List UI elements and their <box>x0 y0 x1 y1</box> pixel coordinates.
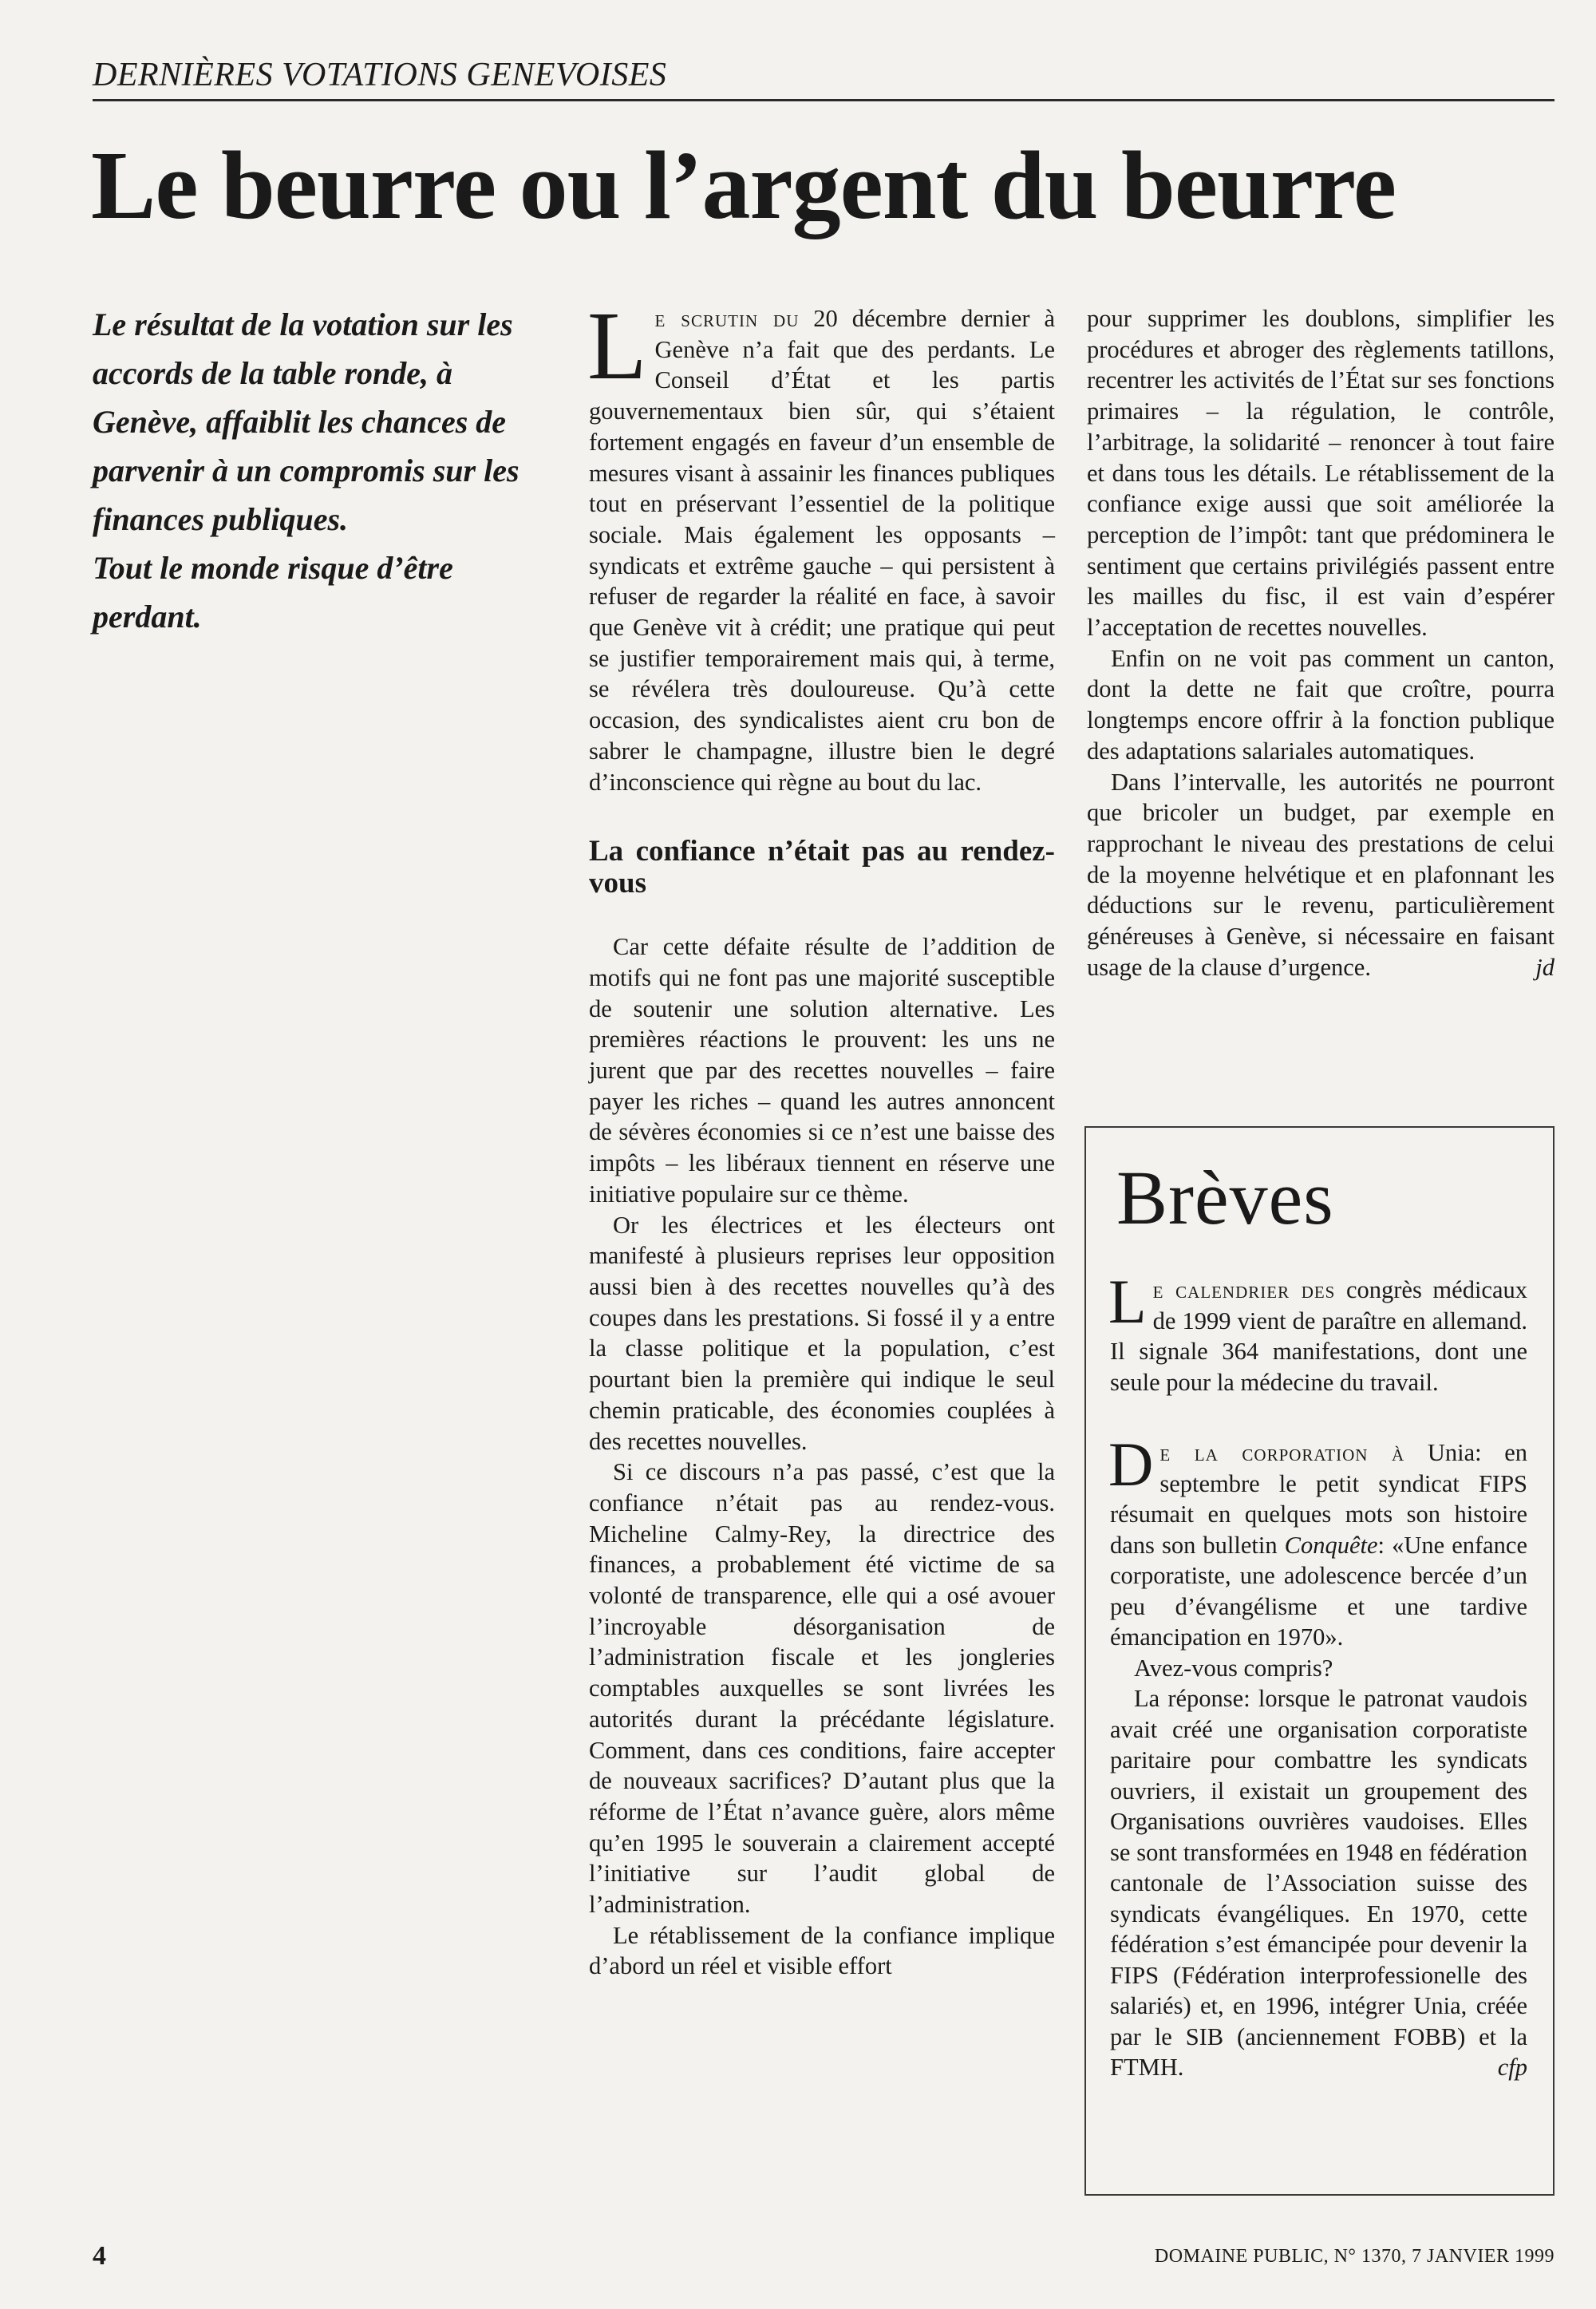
paragraph-text: : «Une enfance corporatiste, une adolescence bercée d’un peu d’évangélisme et une tardive émancipation en 1970». <box>1110 1531 1528 1651</box>
breve-paragraph <box>1110 1683 1527 2083</box>
section-rubric: DERNIÈRES VOTATIONS GENEVOISES <box>93 57 667 93</box>
headline: Le beurre ou l’argent du beurre <box>91 132 1396 239</box>
article-paragraph: pour supprimer les doublons, simplifier les procédures et abroger des règlements tatillons, recentrer les activités de l’État sur ses fonctions primaires – la régulation, le contrôle, l’arbitrage, la solidarité – renoncer à tout faire et dans tous les détails. Le rétablissement de la confiance exige aussi que soit améliorée la perception de l’impôt: tant que prédominera le sentiment que certains privilégiés passent entre les mailles du fisc, il est vain d’espérer l’acceptation de recettes nouvelles. <box>1087 305 1555 642</box>
paragraph-text: La réponse: lorsque le patronat vaudois avait créé une organisation corporatiste paritaire pour combattre les syndicats ouvriers, il existait un groupement des Organisations ouvrières vaudoises. Elles se sont transformées en 1948 en fédération cantonale de l’Association suisse des syndicats évangéliques. En 1970, cette fédération s’est émancipée pour devenir la FIPS (Fédération interprofessionelle des salariés) et, en 1996, intégrer Unia, créée par le SIB (anciennement FOBB) et la FTMH. <box>1110 1685 1527 2081</box>
article-paragraph <box>587 292 1055 797</box>
breves-box <box>1084 1126 1555 2196</box>
lead-smallcaps: e scrutin du <box>654 305 800 332</box>
breve-paragraph <box>1108 1267 1527 1398</box>
article-paragraph: Enfin on ne voit pas comment un canton, dont la dette ne fait que croître, pourra longtemps encore offrir à la fonction publique des adaptations salariales automatiques. <box>1087 644 1555 765</box>
article-paragraph: Si ce discours n’a pas passé, c’est que la confiance n’était pas au rendez-vous. Micheline Calmy-Rey, la directrice des finances, a probablement été victime de sa volonté de transparence, elle qui a osé avouer l’incroyable désorganisation de l’administration fiscale et les jongleries comptables auxquelles se sont livrées les autorités durant la précédante législature. Comment, dans ces conditions, faire accepter de nouveaux sacrifices? D’autant plus que la réforme de l’État n’avance guère, alors même qu’en 1995 le souverain a clairement accepté l’initiative sur l’audit global de l’administration. <box>589 1458 1055 1919</box>
author-signature: cfp <box>1497 2054 1527 2081</box>
paragraph-text: Unia: en septembre le petit syndicat FIPS résumait en quelques mots son histoire dans son bulletin <box>1110 1439 1527 1559</box>
breve-item <box>1108 1429 1528 2083</box>
article-paragraph: Car cette défaite résulte de l’addition de motifs qui ne font pas une majorité susceptible de soutenir une solution alternative. Les premières réactions le prouvent: les uns ne jurent que par des recettes nouvelles – faire payer les riches – quand les autres annoncent de sévères économies si ce n’est une baisse des impôts – les libéraux tiennent en réserve une initiative populaire sur ce thème. <box>589 933 1055 1208</box>
article-column-1 <box>587 292 1055 1982</box>
author-signature: jd <box>1535 953 1555 981</box>
header-rule <box>93 99 1555 101</box>
breve-paragraph <box>1108 1429 1528 1653</box>
article-paragraph: Or les électrices et les électeurs ont manifesté à plusieurs reprises leur opposition aussi bien à des recettes nouvelles qu’à des coupes dans les prestations. Si fossé il y a entre la classe politique et la population, c’est pourtant bien la première qui indique le seul chemin praticable, des économies couplées à des recettes nouvelles. <box>589 1211 1055 1455</box>
publication-footer: DOMAINE PUBLIC, N° 1370, 7 JANVIER 1999 <box>1154 2246 1555 2267</box>
paragraph-text: 20 décembre dernier à Genève n’a fait que des perdants. Le Conseil d’État et les partis gouvernementaux bien sûr, qui s’étaient fortement engagés en faveur d’un ensemble de mesures visant à assainir les finances publiques tout en préservant l’essentiel de la politique sociale. Mais également les opposants – syndicats et extrême gauche – qui persistent à refuser de regarder la réalité en face, à savoir que Genève vit à crédit; une pratique qui peut se justifier temporairement mais qui, à terme, se révélera très douloureuse. Qu’à cette occasion, des syndicalistes aient cru bon de sabrer le champagne, illustre bien le degré d’inconscience qui règne au bout du lac. <box>589 305 1055 796</box>
page-number: 4 <box>93 2241 106 2271</box>
breve-item <box>1108 1267 1527 1398</box>
article-paragraph: Le rétablissement de la confiance implique d’abord un réel et visible effort <box>589 1921 1055 1980</box>
lead-smallcaps: e la corporation à <box>1159 1439 1405 1466</box>
breves-title: Brèves <box>1116 1155 1334 1240</box>
article-column-2 <box>1087 303 1555 983</box>
paragraph-text: Dans l’intervalle, les autorités ne pourront que bricoler un budget, par exemple en rapprochant le niveau des prestations de celui de la moyenne helvétique et en plafonnant les déductions sur le revenu, particulièrement généreuses à Genève, si nécessaire en faisant usage de la clause d’urgence. <box>1087 768 1555 981</box>
article-paragraph <box>1087 767 1555 983</box>
standfirst <box>93 300 563 641</box>
drop-cap: L <box>587 292 647 400</box>
drop-cap: D <box>1108 1429 1154 1499</box>
standfirst-paragraph: Le résultat de la votation sur les accords de la table ronde, à Genève, affaiblit les chances de parvenir à un compromis sur les finances publiques. <box>93 306 519 537</box>
lead-smallcaps: e calendrier des <box>1152 1276 1336 1303</box>
publication-title: Conquête <box>1284 1531 1378 1559</box>
drop-cap: L <box>1108 1267 1147 1336</box>
standfirst-paragraph: Tout le monde risque d’être perdant. <box>93 550 453 635</box>
breve-paragraph: Avez-vous compris? <box>1134 1654 1333 1682</box>
paragraph-text: congrès médicaux de 1999 vient de paraître en allemand. Il signale 364 manifestations, dont une seule pour la médecine du travail. <box>1110 1276 1527 1396</box>
subheading: La confiance n’était pas au rendez-vous <box>589 835 1055 900</box>
